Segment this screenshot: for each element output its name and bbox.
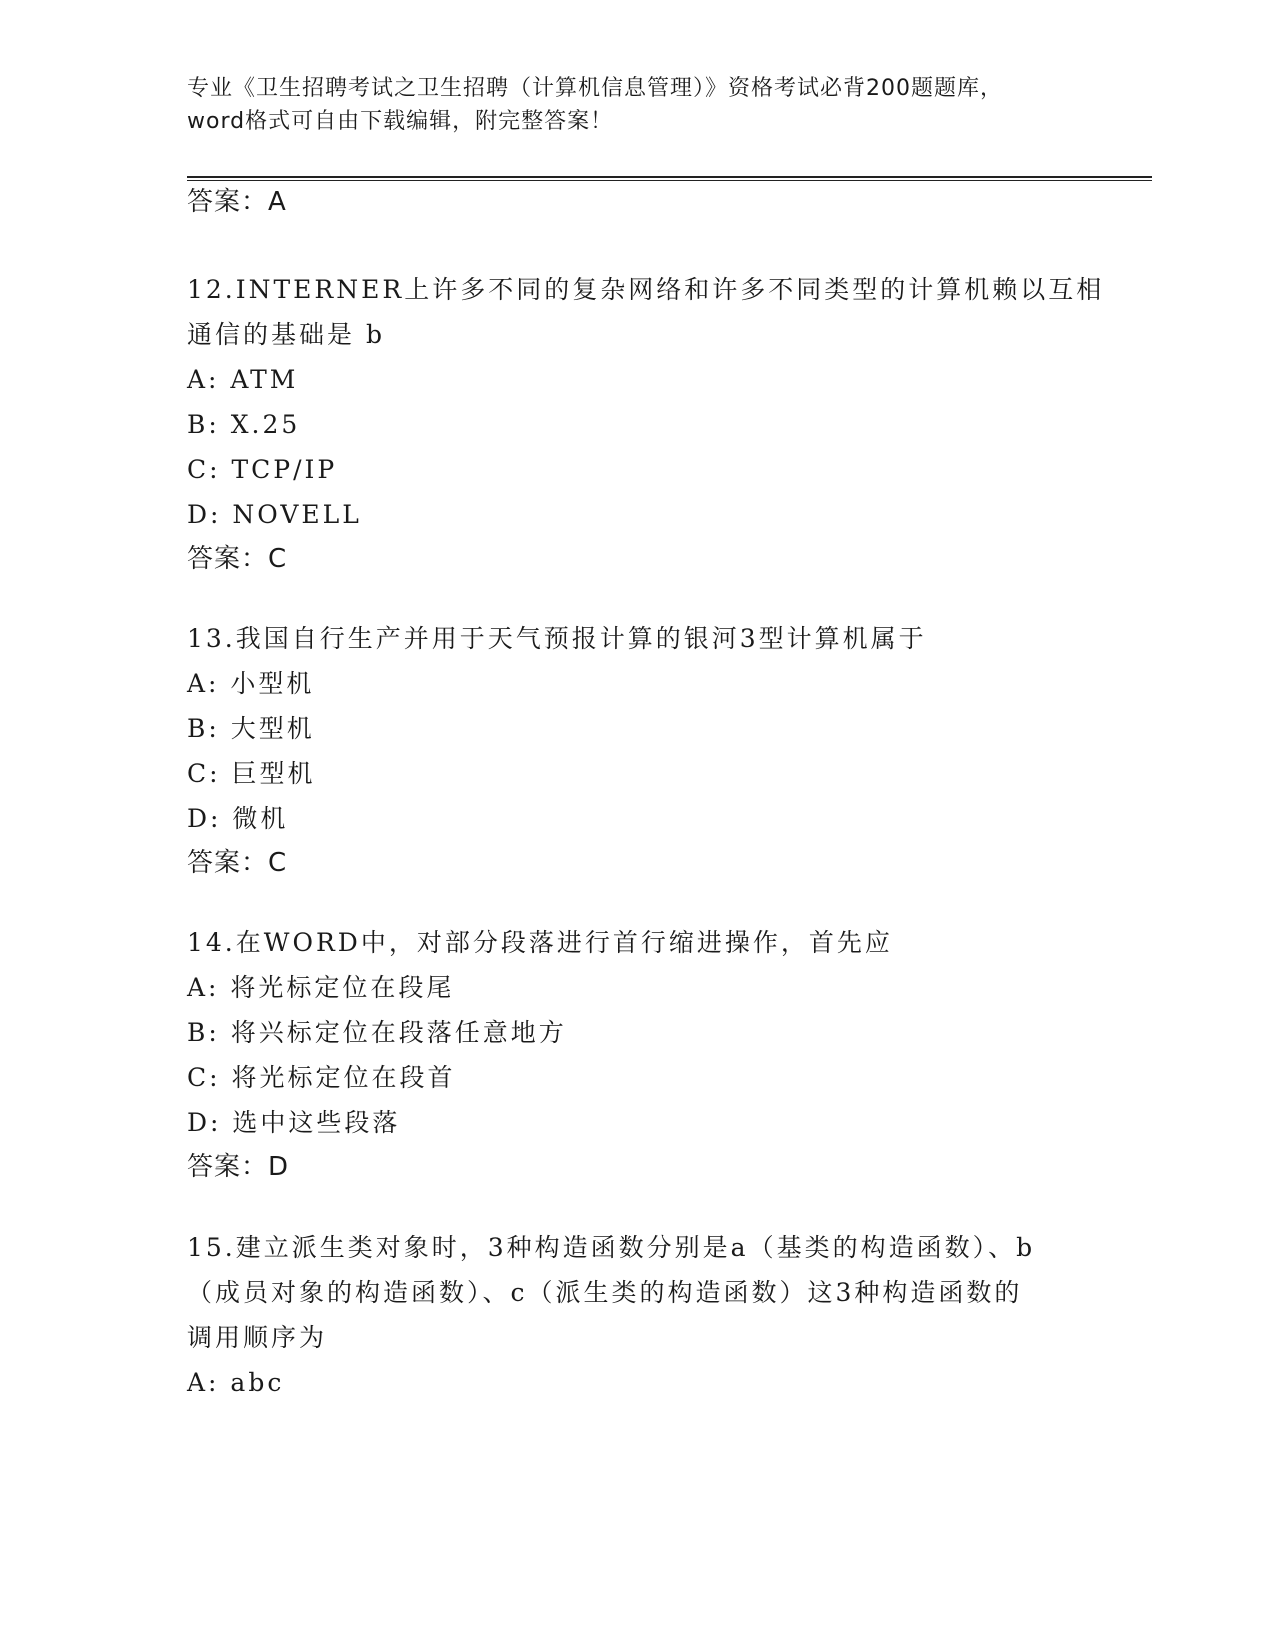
header-line-1: 专业《卫生招聘考试之卫生招聘（计算机信息管理）》资格考试必背200题题库，: [187, 76, 1003, 101]
answer-label: 答案：C: [187, 848, 288, 878]
header-line-2: word格式可自由下载编辑，附完整答案！: [187, 109, 614, 134]
document-header: [187, 72, 1087, 138]
option-c: C: TCP/IP: [187, 455, 338, 484]
option-b: B: X.25: [187, 410, 301, 439]
question-stem-line: 12.INTERNER上许多不同的复杂网络和许多不同类型的计算机赖以互相: [187, 275, 1105, 304]
question-stem-line: 13.我国自行生产并用于天气预报计算的银河3型计算机属于: [187, 624, 927, 653]
option-a: A: 将光标定位在段尾: [187, 973, 455, 1002]
previous-answer-block: [187, 180, 1087, 225]
document-page: [187, 0, 1152, 1650]
question-stem-line: 15.建立派生类对象时，3种构造函数分别是a（基类的构造函数）、b: [187, 1233, 1036, 1262]
answer-label: 答案：A: [187, 187, 287, 217]
answer-label: 答案：D: [187, 1152, 290, 1182]
question-stem-line: （成员对象的构造函数）、c（派生类的构造函数）这3种构造函数的: [187, 1278, 1023, 1307]
option-c: C: 将光标定位在段首: [187, 1063, 456, 1092]
question-14: [187, 920, 1087, 1190]
option-d: D: 选中这些段落: [187, 1108, 401, 1137]
question-stem-line: 通信的基础是 b: [187, 320, 385, 349]
option-a: A: 小型机: [187, 669, 315, 698]
question-13: [187, 616, 1087, 886]
option-a: A: abc: [187, 1368, 285, 1397]
option-d: D: 微机: [187, 804, 289, 833]
option-c: C: 巨型机: [187, 759, 316, 788]
question-stem-line: 调用顺序为: [187, 1323, 328, 1352]
question-15: [187, 1225, 1087, 1405]
option-d: D: NOVELL: [187, 500, 362, 529]
question-stem-line: 14.在WORD中，对部分段落进行首行缩进操作，首先应: [187, 928, 893, 957]
answer-label: 答案：C: [187, 544, 288, 574]
option-b: B: 大型机: [187, 714, 315, 743]
question-12: [187, 267, 1105, 582]
option-b: B: 将兴标定位在段落任意地方: [187, 1018, 567, 1047]
option-a: A: ATM: [187, 365, 299, 394]
